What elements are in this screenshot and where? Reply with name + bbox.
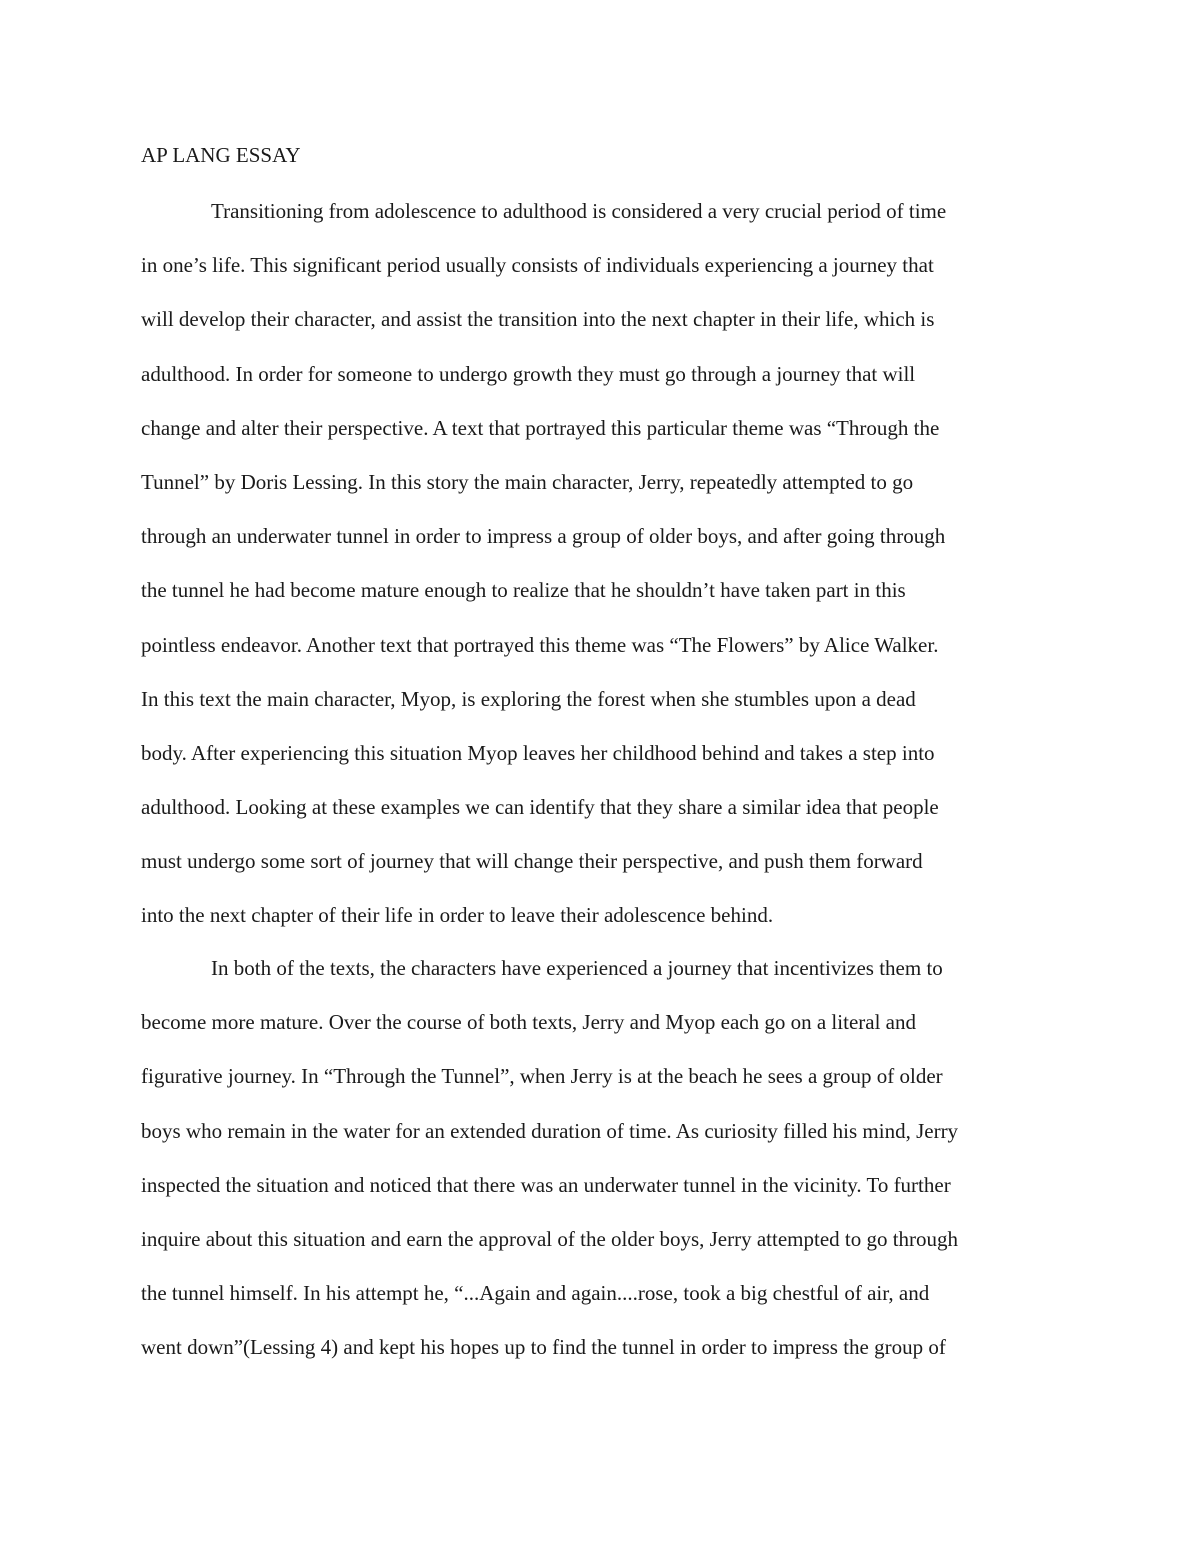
essay-paragraph-2 bbox=[141, 941, 1071, 1375]
paragraph-line: In both of the texts, the characters have experienced a journey that incentivizes them to bbox=[211, 956, 943, 980]
paragraph-line: inquire about this situation and earn the approval of the older boys, Jerry attempted to go through bbox=[141, 1226, 959, 1251]
paragraph-line: Tunnel” by Doris Lessing. In this story the main character, Jerry, repeatedly attempted to go bbox=[141, 469, 914, 494]
essay-title: AP LANG ESSAY bbox=[141, 143, 301, 167]
paragraph-line: inspected the situation and noticed that there was an underwater tunnel in the vicinity. To further bbox=[141, 1172, 951, 1197]
paragraph-line: went down”(Lessing 4) and kept his hopes up to find the tunnel in order to impress the group of bbox=[141, 1335, 946, 1360]
paragraph-line: adulthood. In order for someone to undergo growth they must go through a journey that will bbox=[141, 361, 916, 386]
paragraph-line: Transitioning from adolescence to adulthood is considered a very crucial period of time bbox=[211, 199, 947, 223]
paragraph-line: boys who remain in the water for an extended duration of time. As curiosity filled his mind, Jerry bbox=[141, 1118, 959, 1143]
paragraph-line: will develop their character, and assist the transition into the next chapter in their life, which is bbox=[141, 307, 935, 332]
paragraph-line: in one’s life. This significant period usually consists of individuals experiencing a journey that bbox=[141, 253, 934, 278]
paragraph-line: body. After experiencing this situation Myop leaves her childhood behind and takes a step into bbox=[141, 740, 935, 765]
paragraph-line: change and alter their perspective. A text that portrayed this particular theme was “Through the bbox=[141, 415, 940, 440]
paragraph-line: must undergo some sort of journey that will change their perspective, and push them forward bbox=[141, 849, 923, 874]
paragraph-line: figurative journey. In “Through the Tunnel”, when Jerry is at the beach he sees a group of older bbox=[141, 1064, 943, 1089]
paragraph-line: become more mature. Over the course of both texts, Jerry and Myop each go on a literal and bbox=[141, 1010, 916, 1035]
paragraph-line: through an underwater tunnel in order to impress a group of older boys, and after going through bbox=[141, 524, 946, 549]
paragraph-line: pointless endeavor. Another text that portrayed this theme was “The Flowers” by Alice Walker. bbox=[141, 632, 939, 657]
paragraph-line: adulthood. Looking at these examples we can identify that they share a similar idea that people bbox=[141, 795, 939, 820]
paragraph-line: the tunnel himself. In his attempt he, “...Again and again....rose, took a big chestful of air, and bbox=[141, 1281, 930, 1306]
paragraph-line: the tunnel he had become mature enough to realize that he shouldn’t have taken part in this bbox=[141, 578, 906, 603]
paragraph-line: In this text the main character, Myop, is exploring the forest when she stumbles upon a dead bbox=[141, 686, 916, 711]
essay-paragraph-1 bbox=[141, 184, 1071, 943]
paragraph-line: into the next chapter of their life in order to leave their adolescence behind. bbox=[141, 903, 774, 928]
